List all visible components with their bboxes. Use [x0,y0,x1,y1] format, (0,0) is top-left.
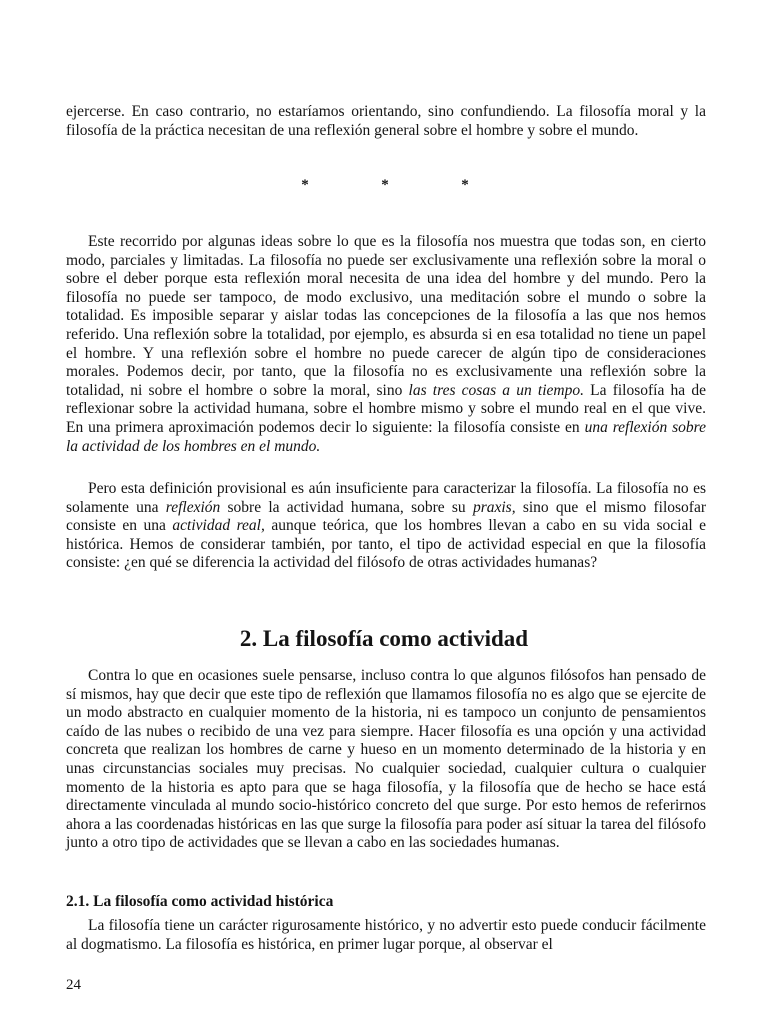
emphasis-text: una reflexión sobre la actividad de los hombres en el mundo. [66,418,707,455]
separator-star: * [301,177,309,193]
paragraph-text: Este recorrido por algunas ideas sobre lo que es la filosofía nos muestra que todas son, en cierto modo, parciales y limitadas. La filosofía no puede ser exclusivamente una reflexión sobre la moral o sobre el deber porque esta reflexión moral necesita de una idea del hombre y del mundo. Pero la filosofía no puede ser tampoco, de modo exclusivo, una meditación sobre el mundo o sobre la totalidad. Es imposible separar y aislar todas las concepciones de la filosofía a las que nos hemos referido. Una reflexión sobre la totalidad, por ejemplo, es absurda si en esa totalidad no tiene un papel el hombre. Y una reflexión sobre el hombre no puede carecer de algún tipo de consideraciones morales. Podemos decir, por tanto, que la filosofía no es exclusivamente una reflexión sobre la totalidad, ni sobre el hombre o sobre la moral, sino [66,233,706,399]
paragraph-text: Pero esta definición provisional es aún insuficiente para caracterizar la filosofía. La filosofía no es solamente una [66,480,706,516]
paragraph-recorrido [66,233,706,456]
paragraph-text: Contra lo que en ocasiones suele pensarse, incluso contra lo que algunos filósofos han pensado de sí mismos, hay que decir que este tipo de reflexión que llamamos filosofía no es algo que se ejercite de un modo abstracto en cualquier momento de la historia, ni es tampoco un conjunto de pensamientos caído de las nubes o recibido de una vez para siempre. Hacer filosofía es una opción y una actividad concreta que realizan los hombres de carne y hueso en un momento determinado de la historia y en unas circunstancias sociales muy precisas. No cualquier sociedad, cualquier cultura o cualquier momento de la historia es apto para que se haga filosofía, y la filosofía que de hecho se hace está directamente vinculada al mundo socio-histórico concreto del que surge. Por esto hemos de referirnos ahora a las coordenadas históricas en las que surge la filosofía para poder así situar la tarea del filósofo junto a otro tipo de actividades que se llevan a cabo en las sociedades humanas. [66,667,706,852]
paragraph-definicion [66,480,706,573]
emphasis-text: actividad real, [172,517,265,535]
separator-star: * [461,177,469,193]
paragraph-text: ejercerse. En caso contrario, no estaríamos orientando, sino confundiendo. La filosofía moral y la filosofía de la práctica necesitan de una reflexión general sobre el hombre y sobre el mundo. [66,103,706,139]
emphasis-text: las tres cosas a un tiempo. [408,381,584,399]
paragraph-contra [66,667,706,853]
subsection-heading: 2.1. La filosofía como actividad histórica [66,893,334,910]
paragraph-text: sobre la actividad humana, sobre su [220,498,473,516]
paragraph-text: La filosofía tiene un carácter rigurosamente histórico, y no advertir esto puede conducir fácilmente al dogmatismo. La filosofía es histórica, en primer lugar porque, al observar el [66,917,706,953]
paragraph-text: sino que el mismo filosofar consiste en una [66,498,706,535]
paragraph-historico [66,917,706,954]
separator-star: * [381,177,389,193]
section-heading: 2. La filosofía como actividad [239,626,529,651]
paragraph-text: aunque teórica, que los hombres llevan a cabo en su vida social e histórica. Hemos de considerar también, por tanto, el tipo de actividad especial en que la filosofía consiste: ¿en qué se diferencia la actividad del filósofo de otras actividades humanas? [66,517,706,572]
section-separator [300,177,470,194]
emphasis-text: reflexión [165,498,221,516]
emphasis-text: praxis, [472,498,516,516]
paragraph-text: La filosofía ha de reflexionar sobre la actividad humana, sobre el hombre mismo y sobre el mundo real en el que vive. En una primera aproximación podemos decir lo siguiente: la filosofía consiste en [66,381,706,436]
paragraph-continuation [66,103,706,140]
page-number: 24 [66,977,81,993]
